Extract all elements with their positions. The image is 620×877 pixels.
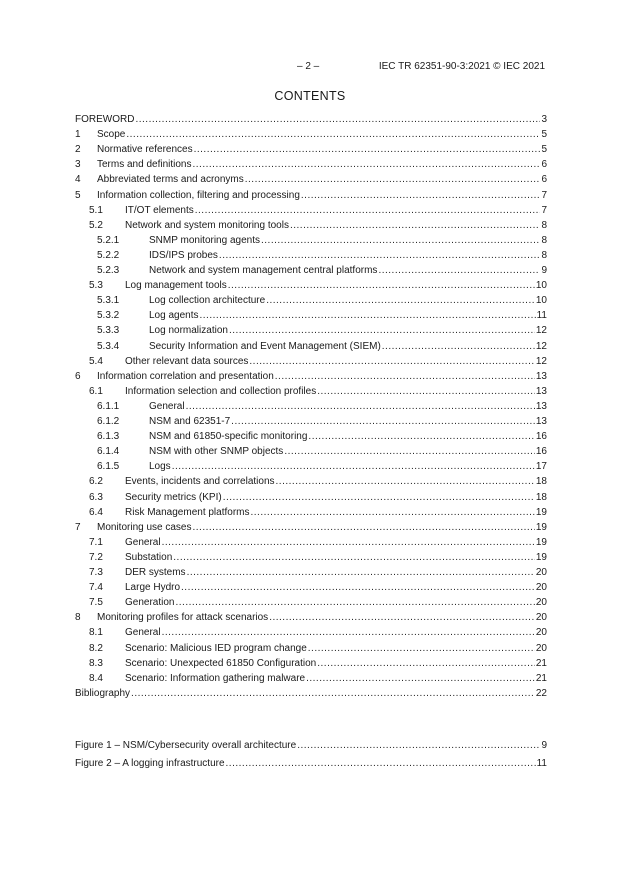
toc-entry-page: 12 xyxy=(535,355,547,367)
dot-leader xyxy=(317,385,535,399)
toc-entry-title: IDS/IPS probes xyxy=(149,249,218,261)
toc-entry-page: 20 xyxy=(535,627,547,639)
toc-entry-title: NSM and 62351-7 xyxy=(149,416,231,427)
toc-entry-title: Scope xyxy=(97,129,126,141)
toc-entry-title: Network and system management central platforms xyxy=(149,265,378,276)
toc-entry[interactable] xyxy=(75,219,547,233)
dot-leader xyxy=(195,204,541,218)
toc-entry-title: SNMP monitoring agents xyxy=(149,234,260,246)
toc-entry-number: 7.3 xyxy=(89,567,103,578)
toc-entry-page: 18 xyxy=(535,491,547,503)
toc-entry-page: 16 xyxy=(535,446,547,458)
toc-entry-number: 5.1 xyxy=(89,204,103,216)
dot-leader xyxy=(245,173,541,187)
toc-entry-title: Security Information and Event Management (SIEM) xyxy=(149,340,381,352)
toc-entry-page: 7 xyxy=(541,189,547,201)
toc-entry[interactable] xyxy=(75,581,547,595)
toc-entry[interactable] xyxy=(75,611,547,625)
toc-entry-number: 5.3.1 xyxy=(97,295,120,307)
dot-leader xyxy=(131,687,535,701)
dot-leader xyxy=(308,430,534,444)
toc-entry-page: 6 xyxy=(541,174,547,186)
toc-entry[interactable] xyxy=(75,143,547,157)
dot-leader xyxy=(249,355,534,369)
toc-entry-page: 13 xyxy=(535,370,547,382)
dot-leader xyxy=(276,475,535,489)
toc-entry-title: Normative references xyxy=(97,144,193,156)
dot-leader xyxy=(172,460,535,474)
toc-entry[interactable] xyxy=(75,113,547,127)
dot-leader xyxy=(306,672,535,686)
dot-leader xyxy=(175,596,534,610)
toc-entry-title: Log agents xyxy=(149,310,199,322)
toc-entry-page: 10 xyxy=(535,280,547,292)
dot-leader xyxy=(229,324,535,338)
toc-entry-title: Information collection, filtering and processing xyxy=(97,189,300,201)
dot-leader xyxy=(231,415,535,429)
dot-leader xyxy=(194,143,541,157)
toc-entry-number: 6.1.3 xyxy=(97,431,120,443)
toc-entry-number: 1 xyxy=(75,129,81,141)
dot-leader xyxy=(261,234,540,248)
toc-entry-title: General xyxy=(149,400,185,412)
toc-entry-number: 7.2 xyxy=(89,551,103,563)
document-reference: IEC TR 62351-90-3:2021 © IEC 2021 xyxy=(378,61,545,72)
toc-entry-page: 20 xyxy=(535,597,547,609)
toc-entry-number: 5.3.2 xyxy=(97,310,120,322)
toc-entry-title: Scenario: Unexpected 61850 Configuration xyxy=(125,657,317,669)
dot-leader xyxy=(200,309,536,323)
toc-entry[interactable] xyxy=(75,551,547,565)
toc-entry-page: 11 xyxy=(536,310,547,322)
toc-entry-number: 8.3 xyxy=(89,657,103,669)
toc-entry-title: Security metrics (KPI) xyxy=(125,491,222,503)
toc-entry-title: NSM and 61850-specific monitoring xyxy=(149,431,308,443)
dot-leader xyxy=(378,264,540,278)
toc-entry-title: Risk Management platforms xyxy=(125,506,250,518)
toc-entry-page: 17 xyxy=(535,461,547,473)
toc-entry-number: 5.3.4 xyxy=(97,340,120,352)
toc-entry-title: Network and system monitoring tools xyxy=(125,219,289,231)
dot-leader xyxy=(223,491,535,505)
toc-entry-title: Substation xyxy=(125,551,173,563)
toc-entry-number: 6.1.2 xyxy=(97,416,120,427)
toc-entry-title: Monitoring use cases xyxy=(97,521,192,533)
toc-entry-page: 21 xyxy=(535,657,547,669)
toc-entry-title: Log normalization xyxy=(149,325,228,337)
toc-entry[interactable] xyxy=(75,506,547,520)
dot-leader xyxy=(173,551,535,565)
toc-entry-title: Generation xyxy=(125,597,175,609)
dot-leader xyxy=(290,219,540,233)
toc-entry-page: 18 xyxy=(535,476,547,488)
toc-entry-title: Logs xyxy=(149,461,171,473)
toc-entry-number: 5.2.1 xyxy=(97,234,120,246)
toc-entry[interactable] xyxy=(75,430,547,444)
figure-entry-title: Figure 1 – NSM/Cybersecurity overall architecture xyxy=(75,740,297,751)
dot-leader xyxy=(135,113,540,127)
toc-entry-page: 3 xyxy=(541,114,547,125)
toc-entry-page: 5 xyxy=(541,144,547,156)
toc-entry[interactable] xyxy=(75,309,547,323)
toc-entry-title: IT/OT elements xyxy=(125,204,194,216)
toc-entry[interactable] xyxy=(75,385,547,399)
toc-entry-title: Scenario: Information gathering malware xyxy=(125,672,306,684)
toc-entry-number: 6.1.4 xyxy=(97,446,120,458)
toc-entry[interactable] xyxy=(75,234,547,248)
toc-entry-page: 13 xyxy=(535,385,547,397)
toc-entry-page: 20 xyxy=(535,582,547,594)
toc-entry[interactable] xyxy=(75,204,547,218)
toc-entry[interactable] xyxy=(75,340,547,354)
toc-entry[interactable] xyxy=(75,626,547,640)
toc-entry-page: 20 xyxy=(535,567,547,578)
dot-leader xyxy=(162,536,535,550)
toc-entry[interactable] xyxy=(75,128,547,142)
toc-entry[interactable] xyxy=(75,521,547,535)
toc-entry-title: Information selection and collection profiles xyxy=(125,385,317,397)
dot-leader xyxy=(219,249,541,263)
toc-entry-number: 2 xyxy=(75,144,81,156)
contents-heading: CONTENTS xyxy=(274,89,346,103)
toc-entry-page: 13 xyxy=(535,400,547,412)
toc-entry[interactable] xyxy=(75,294,547,308)
toc-entry-number: 8.2 xyxy=(89,642,103,654)
toc-entry-page: 20 xyxy=(535,642,547,654)
toc-entry-title: FOREWORD xyxy=(75,114,135,125)
toc-entry-page: 8 xyxy=(541,219,547,231)
toc-entry-title: General xyxy=(125,536,161,548)
figure-entry-title: Figure 2 – A logging infrastructure xyxy=(75,758,225,769)
dot-leader xyxy=(275,370,535,384)
toc-entry-title: Large Hydro xyxy=(125,582,181,594)
toc-entry-title: Log collection architecture xyxy=(149,295,266,307)
dot-leader xyxy=(301,189,541,203)
dot-leader xyxy=(162,626,535,640)
toc-entry[interactable] xyxy=(75,324,547,338)
dot-leader xyxy=(269,611,535,625)
toc-entry-title: NSM with other SNMP objects xyxy=(149,446,284,458)
toc-entry-number: 6.2 xyxy=(89,476,103,488)
toc-entry-page: 19 xyxy=(535,521,547,533)
toc-entry[interactable] xyxy=(75,460,547,474)
toc-entry-number: 4 xyxy=(75,174,81,186)
dot-leader xyxy=(186,400,535,414)
toc-entry-title: Monitoring profiles for attack scenarios xyxy=(97,612,269,624)
toc-entry-page: 6 xyxy=(541,159,547,171)
toc-entry[interactable] xyxy=(75,355,547,369)
toc-entry-page: 19 xyxy=(535,551,547,563)
toc-entry-number: 8.4 xyxy=(89,672,103,684)
toc-entry-title: General xyxy=(125,627,161,639)
toc-entry-title: Information correlation and presentation xyxy=(97,370,274,382)
dot-leader xyxy=(297,739,540,753)
toc-entry[interactable] xyxy=(75,596,547,610)
toc-entry-page: 22 xyxy=(535,687,547,699)
dot-leader xyxy=(284,445,535,459)
toc-entry[interactable] xyxy=(75,158,547,172)
figure-entry[interactable] xyxy=(75,757,547,771)
toc-entry[interactable] xyxy=(75,475,547,489)
toc-entry[interactable] xyxy=(75,672,547,686)
toc-entry-title: Bibliography xyxy=(75,687,131,699)
toc-entry[interactable] xyxy=(75,536,547,550)
toc-entry-number: 5 xyxy=(75,189,81,201)
toc-entry-title: Other relevant data sources xyxy=(125,355,249,367)
toc-entry-number: 5.3 xyxy=(89,280,103,292)
toc-entry-number: 5.3.3 xyxy=(97,325,120,337)
toc-entry[interactable] xyxy=(75,400,547,414)
toc-entry-page: 16 xyxy=(535,431,547,443)
figure-entry-page: 9 xyxy=(541,740,547,751)
dot-leader xyxy=(226,757,536,771)
toc-entry-number: 6.4 xyxy=(89,506,103,518)
toc-entry[interactable] xyxy=(75,264,547,278)
toc-entry-number: 7 xyxy=(75,521,81,533)
dot-leader xyxy=(266,294,535,308)
toc-entry-page: 20 xyxy=(535,612,547,624)
toc-entry-page: 12 xyxy=(535,325,547,337)
toc-entry-title: DER systems xyxy=(125,567,186,578)
toc-entry-page: 8 xyxy=(541,234,547,246)
toc-entry-page: 5 xyxy=(541,129,547,141)
toc-entry-number: 5.4 xyxy=(89,355,103,367)
dot-leader xyxy=(126,128,540,142)
toc-entry[interactable] xyxy=(75,687,547,701)
dot-leader xyxy=(181,581,535,595)
toc-entry-title: Log management tools xyxy=(125,280,227,292)
figure-entry[interactable] xyxy=(75,739,547,753)
toc-entry-number: 7.1 xyxy=(89,536,103,548)
toc-entry-page: 10 xyxy=(535,295,547,307)
toc-entry[interactable] xyxy=(75,189,547,203)
toc-entry-title: Scenario: Malicious IED program change xyxy=(125,642,307,654)
toc-entry-page: 21 xyxy=(535,672,547,684)
toc-entry[interactable] xyxy=(75,279,547,293)
toc-entry[interactable] xyxy=(75,415,547,429)
toc-entry[interactable] xyxy=(75,249,547,263)
dot-leader xyxy=(193,158,541,172)
toc-entry-title: Abbreviated terms and acronyms xyxy=(97,174,244,186)
toc-entry-page: 7 xyxy=(541,204,547,216)
toc-entry[interactable] xyxy=(75,566,547,580)
toc-entry-number: 6.3 xyxy=(89,491,103,503)
toc-entry-page: 19 xyxy=(535,506,547,518)
toc-entry-title: Terms and definitions xyxy=(97,159,192,171)
toc-entry-number: 8 xyxy=(75,612,81,624)
toc-entry-number: 5.2 xyxy=(89,219,103,231)
toc-entry[interactable] xyxy=(75,370,547,384)
toc-entry[interactable] xyxy=(75,642,547,656)
toc-entry-number: 8.1 xyxy=(89,627,103,639)
toc-entry-page: 13 xyxy=(535,416,547,427)
toc-entry[interactable] xyxy=(75,491,547,505)
toc-entry-number: 7.4 xyxy=(89,582,103,594)
toc-entry-page: 12 xyxy=(535,340,547,352)
toc-entry-page: 19 xyxy=(535,536,547,548)
toc-entry-page: 8 xyxy=(541,249,547,261)
dot-leader xyxy=(308,642,535,656)
dot-leader xyxy=(382,340,535,354)
toc-entry-number: 5.2.2 xyxy=(97,249,120,261)
dot-leader xyxy=(193,521,535,535)
toc-entry[interactable] xyxy=(75,445,547,459)
toc-entry-number: 5.2.3 xyxy=(97,265,120,276)
toc-entry-number: 6.1.1 xyxy=(97,400,120,412)
dot-leader xyxy=(228,279,535,293)
page-number: – 2 – xyxy=(297,61,320,72)
toc-entry-title: Events, incidents and correlations xyxy=(125,476,275,488)
toc-entry[interactable] xyxy=(75,173,547,187)
toc-entry[interactable] xyxy=(75,657,547,671)
toc-entry-number: 6 xyxy=(75,370,81,382)
toc-entry-page: 9 xyxy=(541,265,547,276)
toc-entry-number: 6.1.5 xyxy=(97,461,120,473)
dot-leader xyxy=(317,657,535,671)
figure-entry-page: 11 xyxy=(536,758,547,769)
toc-entry-number: 3 xyxy=(75,159,81,171)
dot-leader xyxy=(187,566,535,580)
dot-leader xyxy=(251,506,535,520)
toc-entry-number: 7.5 xyxy=(89,597,103,609)
toc-entry-number: 6.1 xyxy=(89,385,103,397)
